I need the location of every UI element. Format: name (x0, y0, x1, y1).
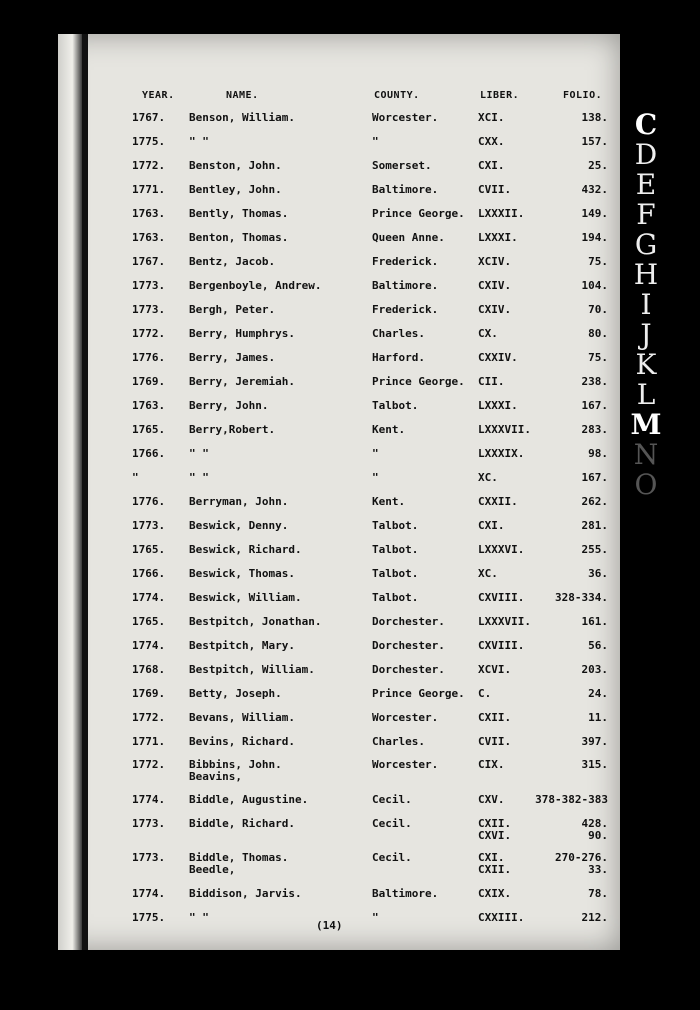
table-row (0, 160, 700, 184)
index-tab-f: F (636, 198, 656, 231)
cell-liber: CXVIII. (478, 591, 525, 604)
cell-folio: 212. (581, 911, 608, 924)
index-tab-j: J (640, 318, 652, 351)
table-row (0, 544, 700, 568)
cell-liber: LXXXVII. (478, 423, 531, 436)
table-row (0, 448, 700, 472)
index-tab-k: K (635, 348, 657, 381)
cell-folio: 138. (581, 111, 608, 124)
cell-liber: C. (478, 687, 492, 700)
cell-liber: LXXXI. (478, 399, 518, 412)
cell-name: Bevins, Richard. (189, 735, 295, 748)
cell-county: Prince George. (372, 375, 465, 388)
cell-county: " (372, 471, 379, 484)
cell-name: " " (189, 911, 209, 924)
cell-year: 1771. (132, 183, 166, 196)
cell-county: Somerset. (372, 159, 432, 172)
cell-year: 1772. (132, 711, 166, 724)
cell-liber: CXXIV. (478, 351, 518, 364)
cell-county: Queen Anne. (372, 231, 445, 244)
cell-liber: CXIV. (478, 279, 512, 292)
index-tab-h: H (633, 258, 659, 291)
index-tab-d: D (634, 138, 658, 171)
index-tabs (628, 110, 664, 500)
cell-folio: 203. (581, 663, 608, 676)
cell-name: Bestpitch, William. (189, 663, 315, 676)
cell-county: " (372, 135, 379, 148)
cell-folio: 194. (581, 231, 608, 244)
index-tab-m: M (630, 408, 662, 441)
cell-folio: 255. (581, 543, 608, 556)
cell-folio-secondary: 90. (588, 829, 608, 842)
cell-liber: CXX. (478, 135, 505, 148)
table-row (0, 520, 700, 544)
cell-name: Bentley, John. (189, 183, 282, 196)
cell-county: Talbot. (372, 543, 419, 556)
cell-county: Dorchester. (372, 663, 445, 676)
cell-county: Talbot. (372, 519, 419, 532)
cell-folio-secondary: 33. (588, 863, 608, 876)
table-row (0, 664, 700, 688)
table-row (0, 794, 700, 818)
cell-county: Kent. (372, 495, 406, 508)
cell-liber: CXII. (478, 817, 512, 830)
cell-county: Worcester. (372, 711, 439, 724)
cell-liber: CXVIII. (478, 639, 525, 652)
cell-name: Berry, Humphrys. (189, 327, 295, 340)
cell-folio: 315. (581, 758, 608, 771)
cell-liber: LXXXI. (478, 231, 518, 244)
cell-liber-secondary: CXVI. (478, 829, 512, 842)
cell-folio: 432. (581, 183, 608, 196)
cell-year: 1772. (132, 327, 166, 340)
cell-year: 1769. (132, 687, 166, 700)
header-folio: FOLIO. (563, 90, 603, 101)
table-row (0, 736, 700, 760)
cell-year: 1775. (132, 135, 166, 148)
cell-year: 1773. (132, 851, 166, 864)
cell-name: Biddle, Richard. (189, 817, 295, 830)
cell-name: Bestpitch, Jonathan. (189, 615, 322, 628)
cell-liber: CXV. (478, 793, 505, 806)
cell-liber: CXIX. (478, 887, 512, 900)
table-row (0, 616, 700, 640)
table-row (0, 888, 700, 912)
header-name: NAME. (226, 90, 259, 101)
table-row (0, 400, 700, 424)
cell-county: Cecil. (372, 851, 412, 864)
cell-name: " " (189, 471, 209, 484)
table-row (0, 112, 700, 136)
cell-year: " (132, 471, 139, 484)
table-row (0, 852, 700, 876)
cell-year: 1774. (132, 887, 166, 900)
cell-year: 1775. (132, 911, 166, 924)
cell-name: Beswick, Richard. (189, 543, 302, 556)
cell-liber: XCI. (478, 111, 505, 124)
cell-liber: XC. (478, 471, 498, 484)
cell-liber: LXXXVII. (478, 615, 531, 628)
cell-liber: CXII. (478, 711, 512, 724)
table-row (0, 208, 700, 232)
cell-year: 1776. (132, 351, 166, 364)
header-year: YEAR. (142, 90, 175, 101)
cell-folio: 80. (588, 327, 608, 340)
index-tab-g: G (634, 228, 658, 261)
cell-county: Cecil. (372, 793, 412, 806)
cell-folio: 56. (588, 639, 608, 652)
index-tab-l: L (636, 378, 656, 411)
index-tab-c: C (634, 108, 658, 141)
cell-name: " " (189, 135, 209, 148)
table-row (0, 640, 700, 664)
cell-name: Bestpitch, Mary. (189, 639, 295, 652)
cell-folio: 149. (581, 207, 608, 220)
cell-folio: 98. (588, 447, 608, 460)
cell-liber: CVII. (478, 735, 512, 748)
index-tab-o: O (634, 468, 658, 501)
cell-name: Biddison, Jarvis. (189, 887, 302, 900)
cell-name: Biddle, Thomas. (189, 851, 289, 864)
cell-name: Bergh, Peter. (189, 303, 276, 316)
cell-liber: LXXXII. (478, 207, 525, 220)
cell-folio: 397. (581, 735, 608, 748)
cell-year: 1772. (132, 159, 166, 172)
cell-year: 1767. (132, 255, 166, 268)
table-row (0, 472, 700, 496)
cell-name: Berryman, John. (189, 495, 289, 508)
cell-liber: CXXIII. (478, 911, 525, 924)
table-row (0, 712, 700, 736)
cell-county: Prince George. (372, 207, 465, 220)
table-row (0, 496, 700, 520)
cell-county: Talbot. (372, 591, 419, 604)
cell-folio: 283. (581, 423, 608, 436)
cell-year: 1763. (132, 231, 166, 244)
cell-year: 1773. (132, 279, 166, 292)
cell-name: Benson, William. (189, 111, 295, 124)
table-row (0, 592, 700, 616)
cell-county: Frederick. (372, 255, 439, 268)
table-row (0, 759, 700, 783)
table-row (0, 328, 700, 352)
cell-county: Charles. (372, 735, 425, 748)
cell-liber: CX. (478, 327, 498, 340)
cell-liber: CXI. (478, 519, 505, 532)
cell-folio: 70. (588, 303, 608, 316)
cell-liber: LXXXIX. (478, 447, 525, 460)
cell-year: 1767. (132, 111, 166, 124)
table-row (0, 184, 700, 208)
cell-name: Beswick, William. (189, 591, 302, 604)
cell-year: 1765. (132, 543, 166, 556)
cell-county: Talbot. (372, 567, 419, 580)
cell-county: Dorchester. (372, 615, 445, 628)
index-tab-e: E (635, 168, 657, 201)
cell-folio: 24. (588, 687, 608, 700)
cell-name: Berry, Jeremiah. (189, 375, 295, 388)
table-row (0, 280, 700, 304)
table-row (0, 688, 700, 712)
cell-name: Betty, Joseph. (189, 687, 282, 700)
table-row (0, 376, 700, 400)
cell-year: 1773. (132, 303, 166, 316)
cell-folio: 11. (588, 711, 608, 724)
cell-folio: 270-276. (555, 851, 608, 864)
cell-name: Beswick, Denny. (189, 519, 289, 532)
cell-liber-secondary: CXII. (478, 863, 512, 876)
cell-county: Baltimore. (372, 279, 439, 292)
cell-name: Bentz, Jacob. (189, 255, 276, 268)
cell-folio: 328-334. (555, 591, 608, 604)
cell-liber: XCIV. (478, 255, 512, 268)
cell-name-secondary: Beedle, (189, 863, 236, 876)
cell-liber: XCVI. (478, 663, 512, 676)
cell-year: 1768. (132, 663, 166, 676)
cell-county: " (372, 447, 379, 460)
cell-name: Bibbins, John. (189, 758, 282, 771)
cell-year: 1769. (132, 375, 166, 388)
cell-liber: CIX. (478, 758, 505, 771)
cell-year: 1774. (132, 591, 166, 604)
cell-county: Baltimore. (372, 183, 439, 196)
cell-folio: 36. (588, 567, 608, 580)
cell-year: 1763. (132, 399, 166, 412)
cell-year: 1773. (132, 817, 166, 830)
cell-folio: 75. (588, 351, 608, 364)
cell-name: Bevans, William. (189, 711, 295, 724)
cell-year: 1766. (132, 447, 166, 460)
cell-county: Cecil. (372, 817, 412, 830)
header-county: COUNTY. (374, 90, 420, 101)
cell-year: 1766. (132, 567, 166, 580)
cell-county: Kent. (372, 423, 406, 436)
table-row (0, 256, 700, 280)
cell-year: 1763. (132, 207, 166, 220)
cell-year: 1765. (132, 423, 166, 436)
cell-name-secondary: Beavins, (189, 770, 242, 783)
cell-folio: 238. (581, 375, 608, 388)
cell-year: 1774. (132, 639, 166, 652)
cell-year: 1773. (132, 519, 166, 532)
cell-county: " (372, 911, 379, 924)
cell-folio: 378-382-383 (535, 793, 608, 806)
cell-folio: 25. (588, 159, 608, 172)
cell-county: Prince George. (372, 687, 465, 700)
cell-year: 1772. (132, 758, 166, 771)
index-tab-i: I (640, 288, 652, 321)
cell-year: 1774. (132, 793, 166, 806)
cell-county: Frederick. (372, 303, 439, 316)
cell-name: Biddle, Augustine. (189, 793, 309, 806)
cell-liber: CII. (478, 375, 505, 388)
cell-liber: XC. (478, 567, 498, 580)
cell-county: Dorchester. (372, 639, 445, 652)
cell-year: 1776. (132, 495, 166, 508)
cell-name: Berry,Robert. (189, 423, 276, 436)
cell-year: 1765. (132, 615, 166, 628)
cell-liber: CXIV. (478, 303, 512, 316)
cell-folio: 78. (588, 887, 608, 900)
cell-year: 1771. (132, 735, 166, 748)
cell-folio: 428. (581, 817, 608, 830)
cell-liber: CXI. (478, 159, 505, 172)
cell-name: Berry, James. (189, 351, 276, 364)
table-row (0, 912, 700, 936)
cell-name: Beswick, Thomas. (189, 567, 295, 580)
cell-county: Baltimore. (372, 887, 439, 900)
cell-name: Benston, John. (189, 159, 282, 172)
cell-folio: 167. (581, 399, 608, 412)
cell-name: Benton, Thomas. (189, 231, 289, 244)
cell-folio: 75. (588, 255, 608, 268)
cell-name: " " (189, 447, 209, 460)
cell-name: Bergenboyle, Andrew. (189, 279, 322, 292)
cell-county: Worcester. (372, 111, 439, 124)
cell-liber: CXI. (478, 851, 505, 864)
cell-folio: 157. (581, 135, 608, 148)
cell-folio: 281. (581, 519, 608, 532)
table-row (0, 818, 700, 842)
index-tab-n: N (633, 438, 659, 471)
cell-folio: 167. (581, 471, 608, 484)
cell-name: Bently, Thomas. (189, 207, 289, 220)
table-row (0, 424, 700, 448)
table-row (0, 136, 700, 160)
cell-liber: CXXII. (478, 495, 518, 508)
table-row (0, 232, 700, 256)
page-number: (14) (316, 919, 343, 932)
table-row (0, 568, 700, 592)
cell-county: Worcester. (372, 758, 439, 771)
table-row (0, 352, 700, 376)
cell-folio: 262. (581, 495, 608, 508)
cell-folio: 161. (581, 615, 608, 628)
cell-county: Talbot. (372, 399, 419, 412)
cell-county: Harford. (372, 351, 425, 364)
header-liber: LIBER. (480, 90, 520, 101)
cell-liber: CVII. (478, 183, 512, 196)
table-row (0, 304, 700, 328)
cell-county: Charles. (372, 327, 425, 340)
cell-liber: LXXXVI. (478, 543, 525, 556)
cell-name: Berry, John. (189, 399, 269, 412)
cell-folio: 104. (581, 279, 608, 292)
